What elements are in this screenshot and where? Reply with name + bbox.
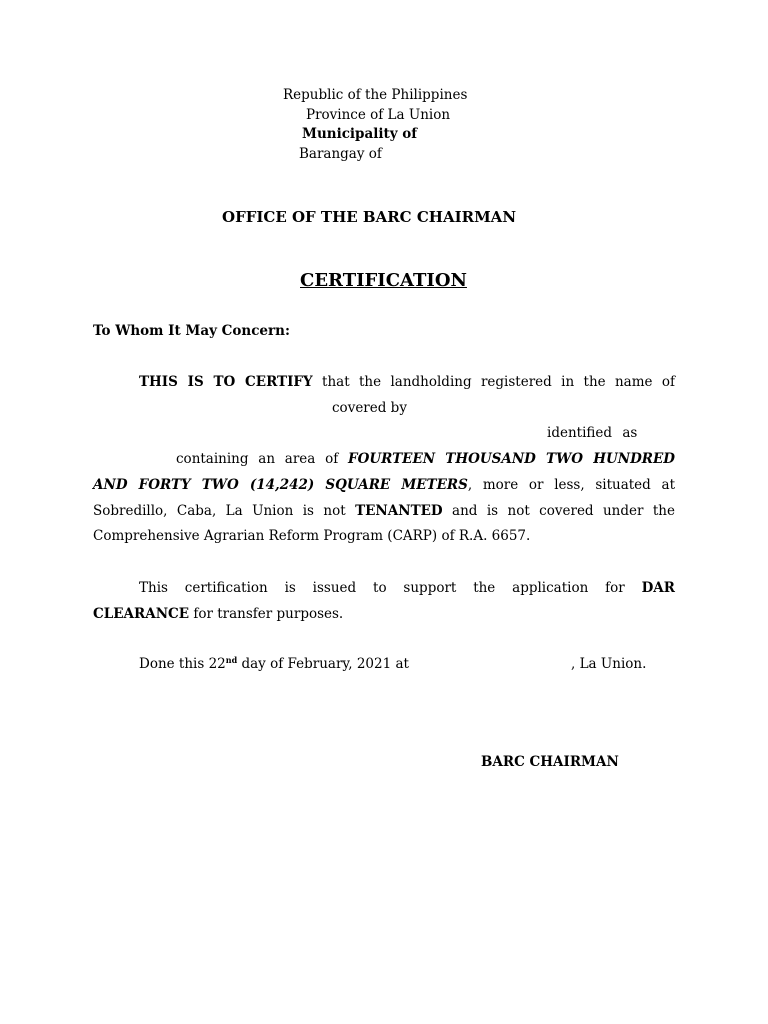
done-date-text: Done this 22 xyxy=(139,656,226,672)
area-words-part1: FOURTEEN THOUSAND TWO HUNDRED xyxy=(348,451,675,467)
tenanted-text: TENANTED xyxy=(355,503,443,519)
office-title: OFFICE OF THE BARC CHAIRMAN xyxy=(222,208,517,226)
paragraph1-covered-by: covered by xyxy=(332,400,407,416)
date-superscript: nd xyxy=(225,655,238,665)
done-line-end: , La Union. xyxy=(571,656,647,672)
paragraph1-line1 xyxy=(139,376,675,390)
done-month-text: day of February, 2021 at xyxy=(241,656,409,672)
salutation: To Whom It May Concern: xyxy=(93,323,290,339)
header-province: Province of La Union xyxy=(306,107,451,123)
certification-title: CERTIFICATION xyxy=(300,270,467,291)
area-intro: containing an area of xyxy=(176,451,339,467)
certify-lead: THIS IS TO CERTIFY xyxy=(139,374,313,390)
paragraph2-line2 xyxy=(93,608,675,622)
paragraph1-line4 xyxy=(176,453,675,467)
header-municipality: Municipality of xyxy=(302,126,418,142)
paragraph1-line7: Comprehensive Agrarian Reform Program (CARP) of R.A. 6657. xyxy=(93,528,531,544)
clearance-text: CLEARANCE xyxy=(93,606,190,622)
paragraph1-line5 xyxy=(93,479,675,493)
location-text: Sobredillo, Caba, La Union is not xyxy=(93,503,346,519)
signatory-title: BARC CHAIRMAN xyxy=(481,754,619,770)
area-words-part2: AND FORTY TWO (14,242) SQUARE METERS xyxy=(93,477,468,493)
paragraph1-line5-text: , more or less, situated at xyxy=(467,477,675,493)
paragraph1-line6-text: and is not covered under the xyxy=(452,503,675,519)
dar-text: DAR xyxy=(641,580,675,596)
paragraph2-line2-text: for transfer purposes. xyxy=(193,606,344,622)
header-republic: Republic of the Philippines xyxy=(283,87,468,103)
paragraph1-line6 xyxy=(93,505,675,519)
paragraph2-line1-text: This certification is issued to support the application for xyxy=(139,580,625,596)
header-barangay: Barangay of xyxy=(299,146,382,162)
paragraph2-line1 xyxy=(139,582,675,596)
paragraph1-identified-as: identified as xyxy=(547,425,638,441)
done-line-start xyxy=(139,655,409,672)
paragraph1-line1-text: that the landholding registered in the name of xyxy=(322,374,676,390)
